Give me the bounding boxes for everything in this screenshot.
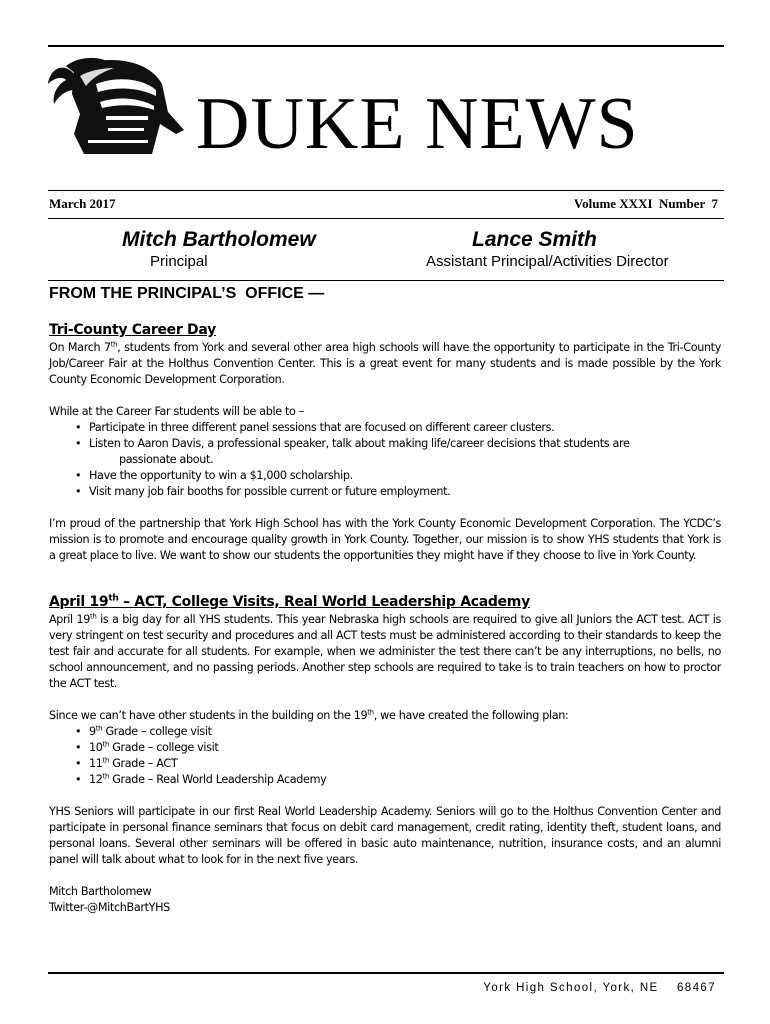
grade-number: 11 bbox=[89, 757, 103, 770]
article-april-19 bbox=[49, 592, 721, 916]
paragraph bbox=[49, 340, 721, 388]
staff-name-assistant: Lance Smith bbox=[472, 228, 597, 251]
masthead-rule-lower bbox=[48, 218, 724, 219]
section-heading: Tri-County Career Day bbox=[49, 322, 216, 338]
bullet-icon: • bbox=[75, 469, 82, 482]
paragraph: I’m proud of the partnership that York High School has with the York County Economic Development Corporation. The YCDC’s mission is to promote and encourage quality growth in York County. Together, our mission is to show YHS students that York is a great place to live. We want to show our students the opportunities they might have if they choose to live in York County. bbox=[49, 517, 721, 562]
paragraph: YHS Seniors will participate in our first Real World Leadership Academy. Seniors will go to the Holthus Convention Center and participate in personal finance seminars that focus on debit card management, credit rating, identity theft, student loans, and personal loans. Several other seminars will be offered in basic auto maintenance, nutrition, insurance costs, and an alumni panel will talk about what to look for in the next five years. bbox=[49, 805, 721, 866]
paragraph bbox=[49, 708, 721, 724]
list-item bbox=[49, 740, 721, 756]
office-heading: FROM THE PRINCIPAL’S OFFICE — bbox=[49, 285, 325, 302]
bullet-icon: • bbox=[75, 757, 82, 770]
superscript: th bbox=[102, 772, 110, 781]
paragraph-text: April 19 bbox=[49, 613, 91, 626]
superscript: th bbox=[102, 756, 110, 765]
plan-list bbox=[49, 724, 721, 788]
list-item-text: Participate in three different panel sessions that are focused on different career clusters. bbox=[89, 421, 555, 434]
issue-volume: Volume XXXI Number 7 bbox=[573, 196, 718, 211]
staff-rule bbox=[48, 280, 724, 281]
list-item bbox=[49, 484, 721, 500]
list-item bbox=[49, 436, 721, 468]
list-item bbox=[49, 756, 721, 772]
grade-number: 12 bbox=[89, 773, 103, 786]
newsletter-title: DUKE NEWS bbox=[196, 83, 639, 165]
list-item-text: Have the opportunity to win a $1,000 scholarship. bbox=[89, 469, 353, 482]
section-heading bbox=[49, 592, 721, 612]
list-item bbox=[49, 468, 721, 484]
bullet-icon: • bbox=[75, 773, 82, 786]
paragraph: While at the Career Far students will be able to – bbox=[49, 405, 304, 418]
list-item-text: Grade – college visit bbox=[102, 725, 212, 738]
superscript: th bbox=[110, 340, 118, 349]
paragraph-text: On March 7 bbox=[49, 341, 111, 354]
staff-name-principal: Mitch Bartholomew bbox=[122, 228, 316, 251]
signature-name: Mitch Bartholomew bbox=[49, 885, 152, 898]
superscript: th bbox=[108, 593, 119, 604]
list-item bbox=[49, 772, 721, 788]
issue-date: March 2017 bbox=[49, 196, 116, 211]
section-heading-text: – ACT, College Visits, Real World Leadership Academy bbox=[118, 594, 530, 610]
section-heading-text: April 19 bbox=[49, 594, 109, 610]
bullet-icon: • bbox=[75, 437, 82, 450]
superscript: th bbox=[90, 612, 97, 621]
bullet-icon: • bbox=[75, 741, 82, 754]
paragraph-text: , students from York and several other area high schools will have the opportunity to participate in the Tri-County Job/Career Fair at the Holthus Convention Center. This is a great event for many students and is made possible by the York County Economic Development Corporation. bbox=[49, 341, 721, 386]
bullet-icon: • bbox=[75, 725, 82, 738]
footer-address: York High School, York, NE 68467 bbox=[483, 982, 716, 994]
grade-number: 9 bbox=[89, 725, 96, 738]
superscript: th bbox=[102, 740, 110, 749]
list-item bbox=[49, 724, 721, 740]
knight-helmet-icon bbox=[44, 54, 188, 158]
bullet-icon: • bbox=[75, 485, 82, 498]
staff-role-assistant: Assistant Principal/Activities Director bbox=[426, 253, 669, 270]
bullet-list bbox=[49, 420, 721, 500]
paragraph-text: , we have created the following plan: bbox=[373, 709, 569, 722]
paragraph-text: is a big day for all YHS students. This year Nebraska high schools are required to give all Juniors the ACT test. ACT is very stringent on test security and procedures and all ACT tests must be administered according to their standards to keep the test fair and accurate for all students. For example, when we administer the test there can’t be any interruptions, no bells, no school announcement, and no passing periods. Another step schools are required to take is to train teachers on how to proctor the ACT test. bbox=[49, 613, 721, 690]
list-item-text: Visit many job fair booths for possible current or future employment. bbox=[89, 485, 451, 498]
footer-rule bbox=[48, 972, 724, 974]
list-item-text: Grade – ACT bbox=[109, 757, 178, 770]
paragraph bbox=[49, 612, 721, 692]
masthead-rule-upper bbox=[48, 190, 724, 191]
grade-number: 10 bbox=[89, 741, 103, 754]
article-career-day bbox=[49, 320, 721, 564]
bullet-icon: • bbox=[75, 421, 82, 434]
superscript: th bbox=[367, 708, 374, 717]
superscript: th bbox=[95, 724, 103, 733]
signature-twitter: Twitter-@MitchBartYHS bbox=[49, 901, 170, 914]
list-item-text: Grade – Real World Leadership Academy bbox=[109, 773, 327, 786]
list-item-continuation: passionate about. bbox=[119, 453, 214, 466]
top-rule bbox=[48, 45, 724, 47]
staff-role-principal: Principal bbox=[150, 253, 208, 270]
paragraph-text: Since we can’t have other students in the building on the 19 bbox=[49, 709, 368, 722]
list-item-text: Grade – college visit bbox=[109, 741, 219, 754]
list-item-text: Listen to Aaron Davis, a professional speaker, talk about making life/career decisions that students are bbox=[89, 437, 630, 450]
list-item bbox=[49, 420, 721, 436]
